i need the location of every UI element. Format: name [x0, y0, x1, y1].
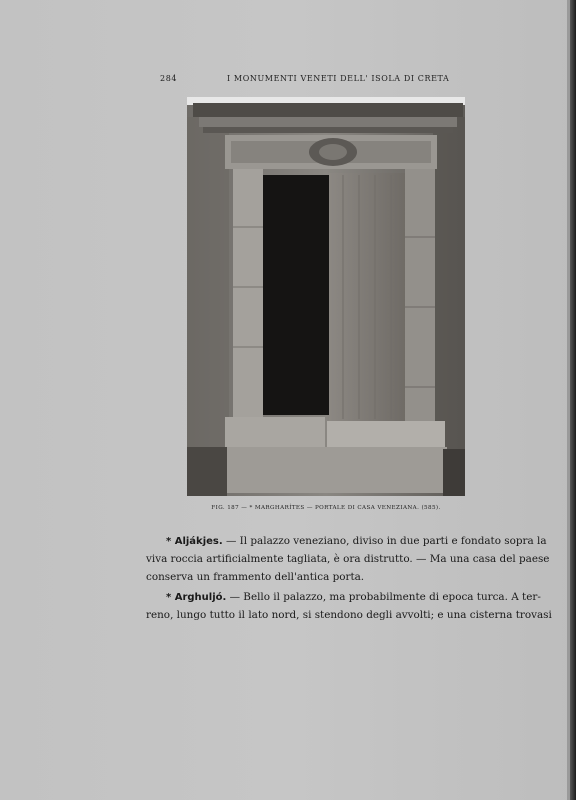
- paragraph-aljakjes: [146, 532, 550, 586]
- text-line: viva roccia artificialmente tagliata, è ora distrutto. — Ma una casa del paese: [146, 553, 550, 565]
- figure-caption: FIG. 187 — * MARGHARÍTES — PORTALE DI CASA VENEZIANA. (585).: [211, 505, 441, 511]
- text-fragment: — Il palazzo veneziano, diviso in due parti e fondato sopra la: [222, 535, 547, 547]
- text-line: reno, lungo tutto il lato nord, si stendono degli avvolti; e una cisterna trovasi: [146, 609, 552, 621]
- paragraph-arghuljo: [146, 588, 552, 624]
- text-fragment: — Bello il palazzo, ma probabilmente di epoca turca. A ter-: [226, 591, 541, 603]
- text-line: [146, 532, 547, 550]
- lemma: * Arghuljó.: [166, 592, 227, 603]
- page-number: 284: [160, 74, 178, 83]
- page-edge: [570, 0, 576, 800]
- running-title: I MONUMENTI VENETI DELL' ISOLA DI CRETA: [227, 74, 450, 83]
- figure-photo-doorway: [187, 97, 465, 496]
- text-line: [146, 588, 541, 606]
- lemma: * Aljákjes.: [166, 536, 223, 547]
- text-line: conserva un frammento dell'antica porta.: [146, 571, 365, 583]
